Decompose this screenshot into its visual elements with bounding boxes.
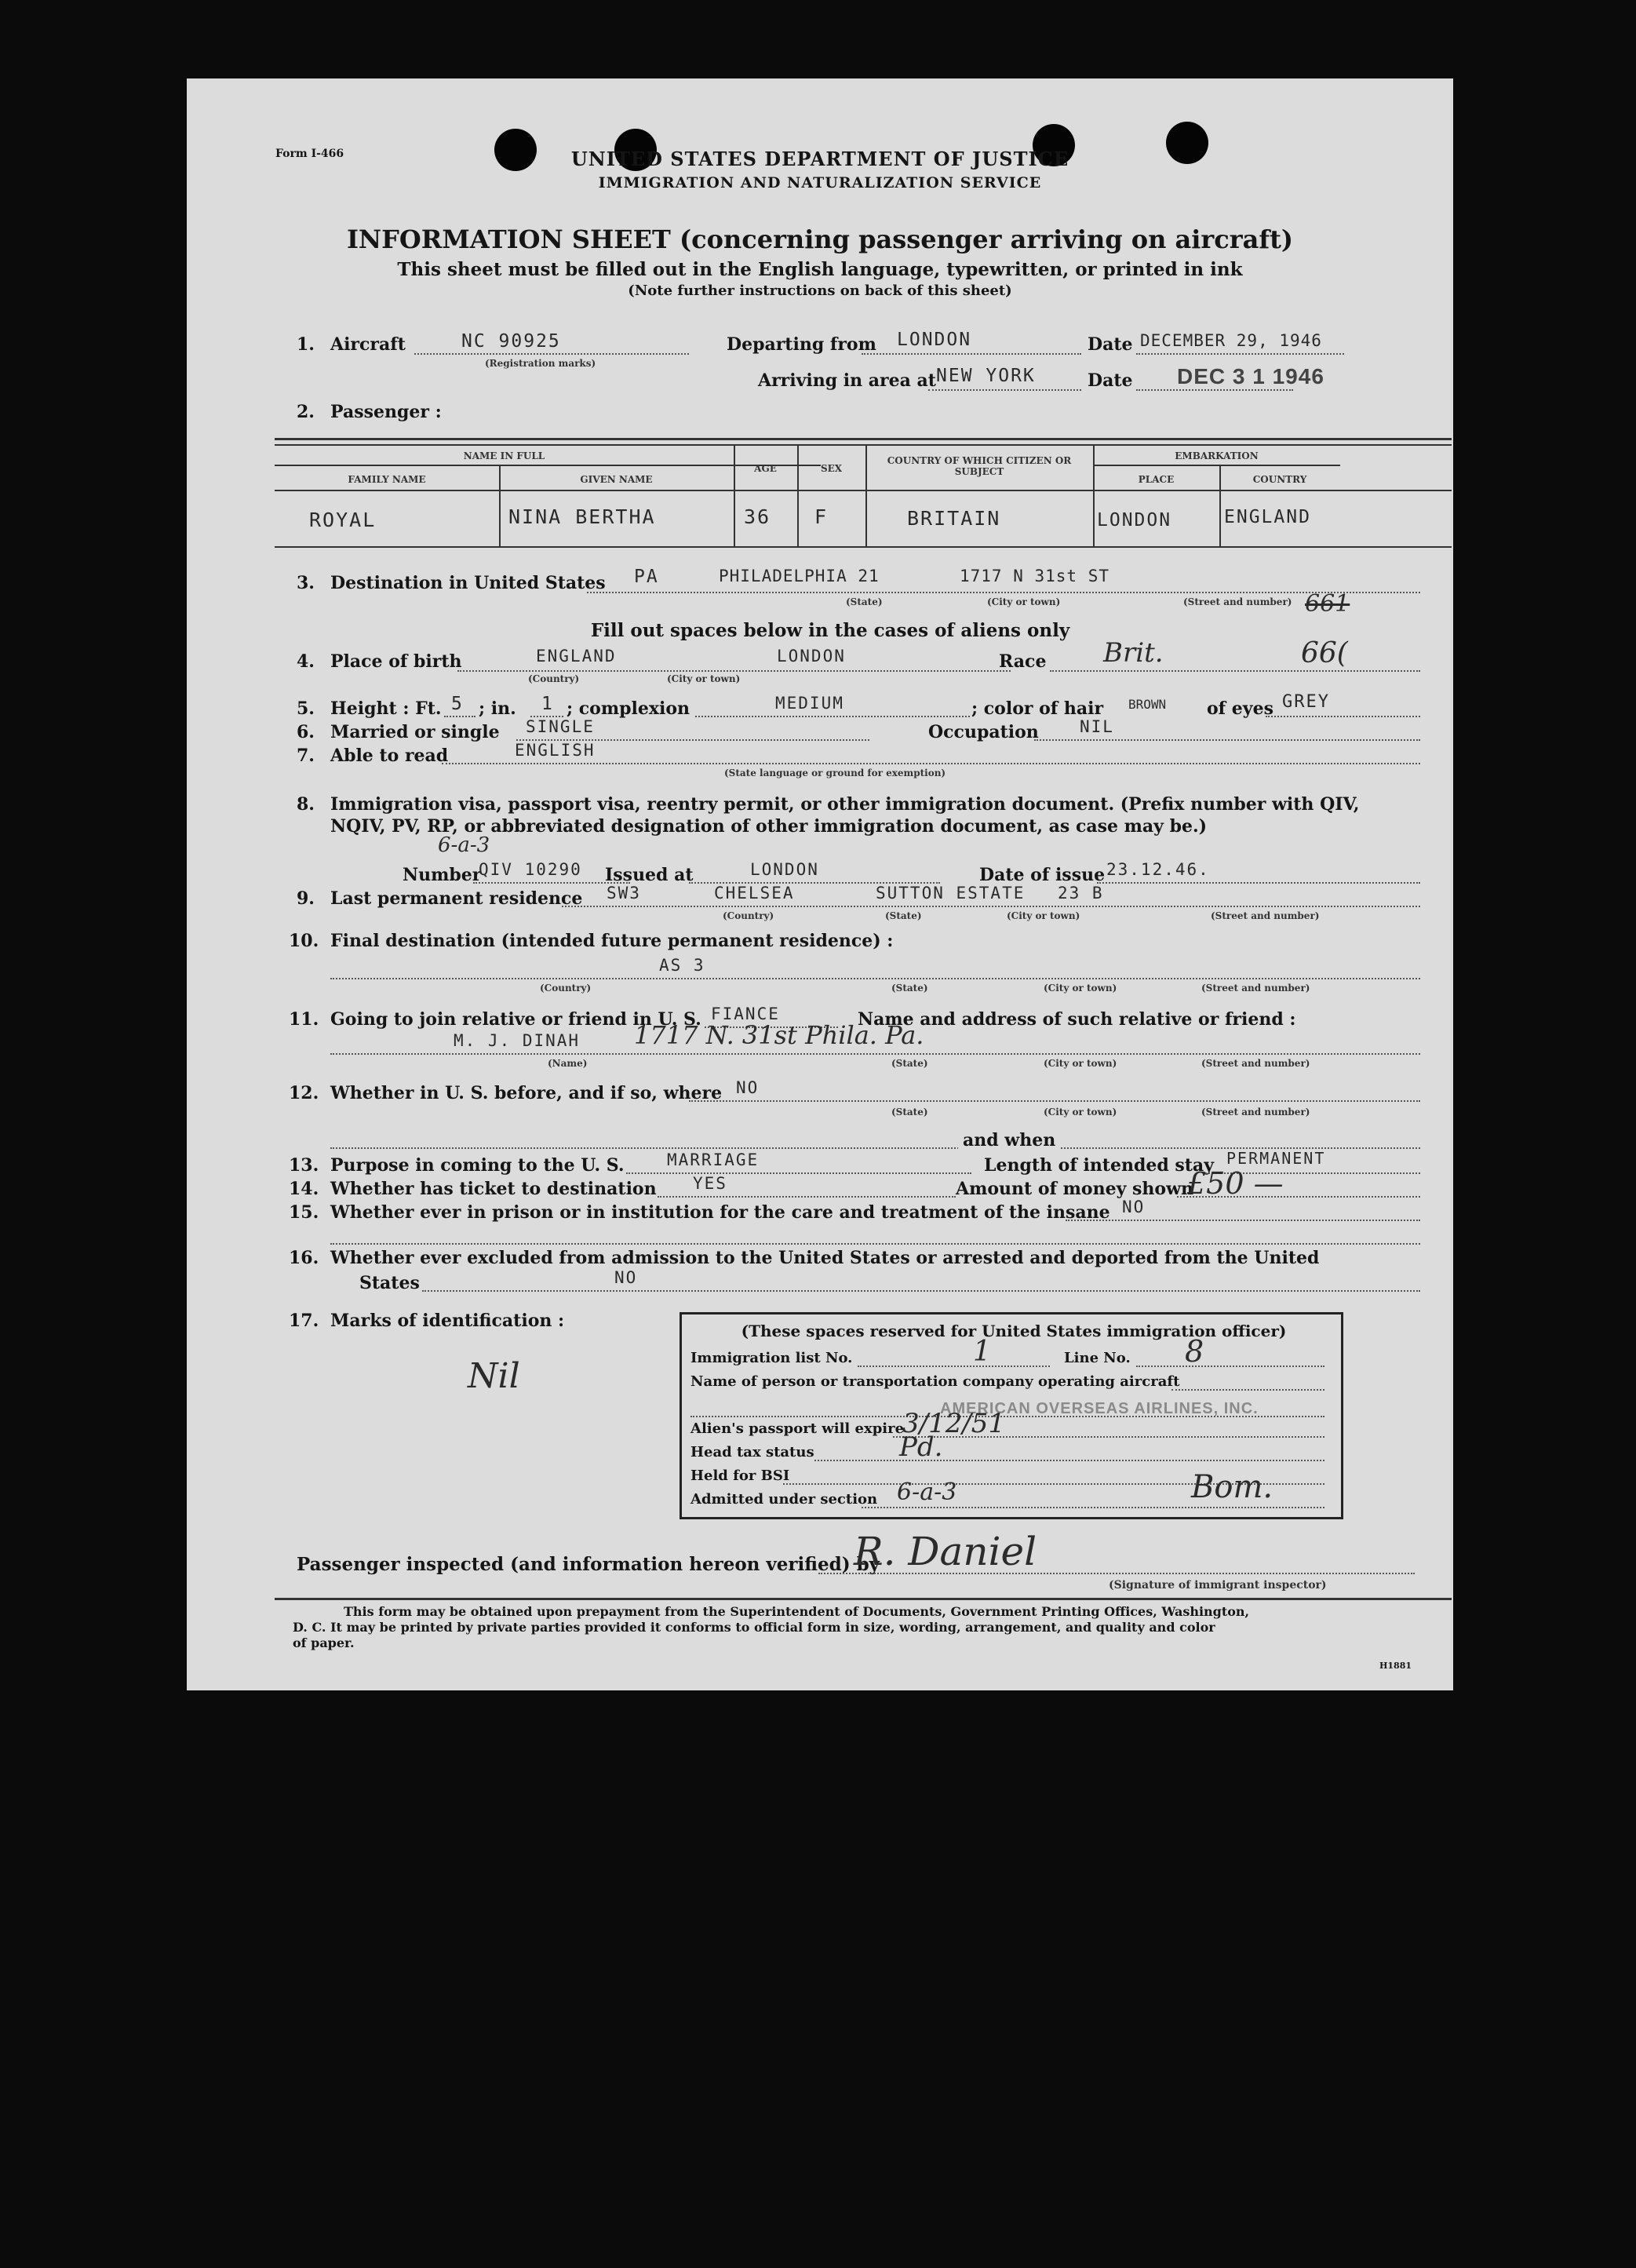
admitted-section: 6-a-3 (897, 1479, 957, 1506)
departing-label: Departing from (727, 334, 876, 355)
street-caption: (Street and number) (1183, 596, 1292, 607)
bsi-label: Held for BSI (690, 1468, 790, 1484)
state-caption: (State) (891, 1058, 928, 1069)
residence-label: Last permanent residence (330, 888, 583, 909)
item-number: 10. (289, 931, 319, 951)
page-title: INFORMATION SHEET (concerning passenger arriving on aircraft) (346, 224, 1294, 254)
item-number: 8. (297, 794, 315, 815)
departure-date: DECEMBER 29, 1946 (1140, 331, 1322, 350)
aircraft-label: Aircraft (330, 334, 406, 355)
country-caption: (Country) (540, 983, 592, 994)
inspected-label: Passenger inspected (and information hereon verified) by (297, 1554, 880, 1575)
state-caption: (State) (891, 983, 928, 994)
marks-value: Nil (468, 1356, 520, 1396)
hair-value: BROWN (1128, 697, 1167, 712)
footer-code: H1881 (1379, 1661, 1412, 1671)
city-caption: (City or town) (1044, 1058, 1117, 1069)
embark-country-cell: ENGLAND (1224, 507, 1311, 527)
ticket-label: Whether has ticket to destination (330, 1179, 657, 1199)
item-number: 16. (289, 1248, 319, 1268)
sex-cell: F (814, 505, 829, 528)
read-label: Able to read (330, 746, 449, 766)
headtax-label: Head tax status (690, 1444, 814, 1460)
place-header: PLACE (1138, 474, 1175, 485)
passport-expiry: 3/12/51 (902, 1408, 1006, 1439)
occupation-value: NIL (1080, 717, 1114, 736)
footer-line2: D. C. It may be printed by private parties provided it conforms to official form in size, wording, arrangement, and quality and color (293, 1620, 1215, 1635)
list-label: Immigration list No. (690, 1350, 853, 1366)
registration-caption: (Registration marks) (485, 358, 596, 369)
given-name-header: GIVEN NAME (580, 474, 653, 485)
issued-label: Issued at (605, 865, 694, 885)
given-name-cell: NINA BERTHA (508, 505, 656, 528)
officer-box-title: (These spaces reserved for United States immigration officer) (741, 1322, 1287, 1340)
age-cell: 36 (744, 505, 771, 528)
and-when-label: and when (958, 1130, 1060, 1150)
relative-name: M. J. DINAH (454, 1031, 581, 1050)
read-caption: (State language or ground for exemption) (724, 768, 946, 778)
occupation-label: Occupation (928, 722, 1039, 742)
family-name-header: FAMILY NAME (348, 474, 426, 485)
department-heading: UNITED STATES DEPARTMENT OF JUSTICE (570, 148, 1069, 170)
item-number: 7. (297, 746, 315, 766)
family-name-cell: ROYAL (309, 509, 377, 531)
birthplace-label: Place of birth (330, 651, 462, 672)
city-caption: (City or town) (1007, 910, 1080, 921)
visa-number: QIV 10290 (479, 860, 582, 879)
stay-label: Length of intended stay (984, 1155, 1214, 1176)
item-number: 15. (289, 1202, 319, 1223)
issue-date-label: Date of issue (979, 865, 1106, 885)
street-caption: (Street and number) (1201, 983, 1310, 994)
city-caption: (City or town) (667, 673, 741, 684)
purpose-value: MARRIAGE (667, 1150, 760, 1169)
destination-street: 1717 N 31st ST (960, 567, 1110, 585)
issue-date: 23.12.46. (1106, 860, 1210, 879)
prison-label: Whether ever in prison or in institution for the care and treatment of the insane (330, 1202, 1110, 1223)
item-number: 12. (289, 1083, 319, 1103)
line-label: Line No. (1064, 1350, 1131, 1366)
relative-address-label: Name and address of such relative or friend : (858, 1009, 1296, 1030)
aircraft-value: NC 90925 (461, 331, 561, 352)
headtax-value: Pd. (899, 1431, 943, 1463)
ticket-value: YES (693, 1174, 727, 1193)
destination-state: PA (634, 567, 659, 587)
final-destination-label: Final destination (intended future permanent residence) : (330, 931, 894, 951)
state-caption: (State) (891, 1107, 928, 1118)
married-value: SINGLE (526, 717, 595, 736)
relative-value: FIANCE (711, 1005, 780, 1023)
excluded-text-line1: Whether ever excluded from admission to the United States or arrested and deported from the United (330, 1248, 1320, 1268)
visa-annotation: 6-a-3 (438, 833, 490, 857)
item-number: 1. (297, 334, 315, 355)
complexion-value: MEDIUM (775, 694, 844, 713)
footer-line3: of paper. (293, 1635, 355, 1650)
arriving-value: NEW YORK (936, 366, 1036, 386)
prison-value: NO (1122, 1198, 1146, 1216)
excluded-value: NO (614, 1268, 638, 1287)
list-value: 1 (973, 1336, 991, 1368)
read-value: ENGLISH (515, 741, 596, 760)
relative-address: 1717 N. 31st Phila. Pa. (634, 1020, 924, 1050)
passport-label: Alien's passport will expire (690, 1420, 905, 1437)
date-label: Date (1088, 370, 1133, 391)
destination-city: PHILADELPHIA 21 (719, 567, 880, 585)
previous-visit-label: Whether in U. S. before, and if so, where (330, 1083, 723, 1103)
country-header: COUNTRY (1252, 474, 1307, 485)
margin-number-struck: 661 (1305, 590, 1350, 618)
item-number: 13. (289, 1155, 319, 1176)
item-number: 6. (297, 722, 315, 742)
footer-line1: This form may be obtained upon prepayment from the Superintendent of Documents, Government Printing Offices, Washington, (344, 1604, 1250, 1619)
purpose-label: Purpose in coming to the U. S. (330, 1155, 625, 1176)
date-label: Date (1088, 334, 1133, 355)
race-label: Race (999, 651, 1047, 672)
hair-label: ; color of hair (971, 698, 1104, 719)
item-number: 3. (297, 573, 315, 593)
margin-number: 66( (1301, 637, 1348, 669)
inches-label: ; in. (479, 698, 516, 719)
city-caption: (City or town) (1044, 983, 1117, 994)
eyes-label: of eyes (1207, 698, 1273, 719)
item-number: 17. (289, 1311, 319, 1331)
embark-place-cell: LONDON (1097, 510, 1172, 531)
item-number: 4. (297, 651, 315, 672)
money-label: Amount of money shown (956, 1179, 1194, 1199)
line-value: 8 (1185, 1334, 1204, 1369)
form-sheet (187, 78, 1453, 1690)
birth-country: ENGLAND (536, 647, 617, 665)
height-feet: 5 (451, 694, 464, 714)
aliens-heading: Fill out spaces below in the cases of aliens only (590, 620, 1070, 641)
subtitle: This sheet must be filled out in the English language, typewritten, or printed in ink (397, 259, 1243, 280)
name-caption: (Name) (548, 1058, 588, 1069)
state-caption: (State) (885, 910, 922, 921)
stay-value: PERMANENT (1226, 1149, 1326, 1168)
money-value: £50 — (1187, 1166, 1284, 1201)
officer-initials: Bom. (1191, 1469, 1273, 1505)
subtitle-note: (Note further instructions on back of this sheet) (628, 283, 1012, 299)
item-number: 11. (289, 1009, 319, 1030)
married-label: Married or single (330, 722, 500, 742)
form-number: Form I-466 (275, 148, 344, 160)
age-header: AGE (754, 463, 777, 474)
previous-visit-value: NO (736, 1078, 760, 1097)
birth-city: LONDON (777, 647, 846, 665)
street-caption: (Street and number) (1201, 1107, 1310, 1118)
operator-stamp: AMERICAN OVERSEAS AIRLINES, INC. (940, 1400, 1259, 1417)
arriving-label: Arriving in area at (758, 370, 936, 391)
residence-country: SW3 (607, 884, 641, 902)
residence-state: CHELSEA (714, 884, 795, 902)
residence-street: 23 B (1058, 884, 1104, 902)
complexion-label: ; complexion (567, 698, 690, 719)
country-caption: (Country) (528, 673, 580, 684)
final-destination-value: AS 3 (659, 956, 705, 975)
eyes-value: GREY (1282, 692, 1330, 712)
embarkation-header: EMBARKATION (1175, 450, 1259, 461)
service-heading: IMMIGRATION AND NATURALIZATION SERVICE (598, 174, 1042, 191)
admitted-label: Admitted under section (690, 1491, 878, 1508)
height-inches: 1 (541, 694, 554, 714)
destination-label: Destination in United States (330, 573, 606, 593)
operator-label: Name of person or transportation company operating aircraft (690, 1373, 1180, 1390)
sex-header: SEX (820, 463, 843, 474)
citizenship-header: COUNTRY OF WHICH CITIZEN OR SUBJECT (887, 455, 1072, 477)
race-value: Brit. (1103, 637, 1164, 669)
item-number: 2. (297, 402, 315, 422)
visa-text-line2: NQIV, PV, RP, or abbreviated designation of other immigration document, as case may be.) (330, 816, 1208, 837)
item-number: 14. (289, 1179, 319, 1199)
residence-city: SUTTON ESTATE (876, 884, 1026, 902)
number-label: Number (403, 865, 482, 885)
passenger-label: Passenger : (330, 402, 442, 422)
item-number: 9. (297, 888, 315, 909)
inspector-signature: R. Daniel (854, 1529, 1037, 1574)
relative-label: Going to join relative or friend in U. S. (330, 1009, 701, 1030)
height-label: Height : Ft. (330, 698, 442, 719)
city-caption: (City or town) (1044, 1107, 1117, 1118)
issued-value: LONDON (750, 860, 819, 879)
name-in-full-header: NAME IN FULL (463, 450, 545, 461)
state-caption: (State) (846, 596, 883, 607)
marks-label: Marks of identification : (330, 1311, 565, 1331)
item-number: 5. (297, 698, 315, 719)
city-caption: (City or town) (987, 596, 1061, 607)
citizen-cell: BRITAIN (907, 507, 1001, 530)
excluded-text-line2: States (359, 1273, 420, 1293)
country-caption: (Country) (723, 910, 774, 921)
street-caption: (Street and number) (1201, 1058, 1310, 1069)
street-caption: (Street and number) (1211, 910, 1320, 921)
arrival-date-stamp: DEC 3 1 1946 (1177, 364, 1324, 388)
visa-text-line1: Immigration visa, passport visa, reentry permit, or other immigration document. (Prefix number with QIV, (330, 794, 1360, 815)
departing-value: LONDON (897, 330, 972, 350)
signature-caption: (Signature of immigrant inspector) (1109, 1579, 1327, 1592)
